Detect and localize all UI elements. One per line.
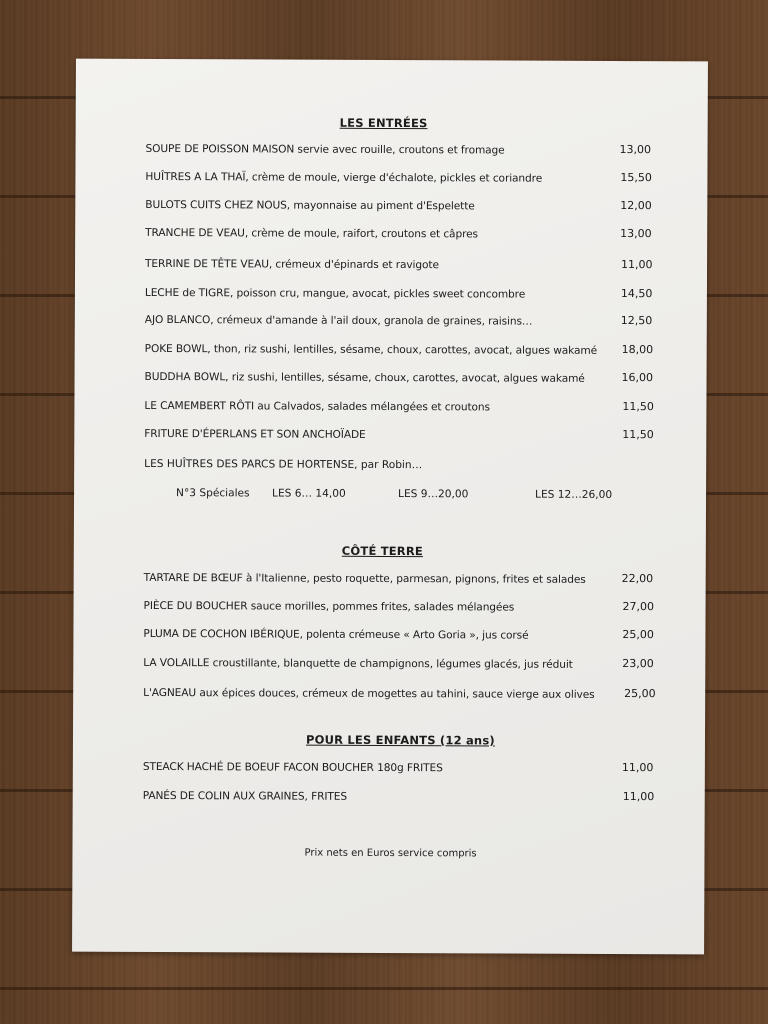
menu-item — [143, 687, 594, 701]
menu-item-name: BULOTS CUITS CHEZ NOUS, — [145, 198, 291, 212]
oysters-twelve-price: LES 12…26,00 — [535, 488, 613, 501]
menu-item-description: à l'Italienne, pesto roquette, parmesan, pignons, frites et salades — [242, 572, 586, 586]
menu-item-name: AJO BLANCO, — [144, 313, 214, 327]
section-title-enfants: POUR LES ENFANTS (12 ans) — [305, 732, 495, 748]
menu-item-description: servie avec rouille, croutons et fromage — [294, 143, 505, 157]
menu-item-description: thon, riz sushi, lentilles, sésame, choux, carottes, avocat, algues wakamé — [210, 343, 598, 357]
menu-item — [143, 628, 528, 642]
menu-item — [145, 199, 474, 212]
menu-item-name: POKE BOWL, — [144, 342, 211, 356]
menu-item-description: sauce morilles, pommes frites, salades mélangées — [247, 600, 515, 614]
menu-item — [145, 314, 533, 328]
menu-item-description: aux épices douces, crémeux de mogettes au tahini, sauce vierge aux olives — [196, 687, 595, 701]
menu-item-name: LA VOLAILLE — [143, 656, 210, 670]
menu-item-description: crémeux d'amande à l'ail doux, granola de graines, raisins… — [213, 314, 533, 328]
menu-item-name: TARTARE DE BŒUF — [143, 571, 243, 585]
menu-item-name: TERRINE DE TÊTE VEAU, — [145, 257, 273, 271]
menu-item — [144, 572, 586, 586]
menu-item-price: 15,50 — [620, 171, 652, 185]
menu-item — [145, 171, 542, 185]
menu-item-price: 27,00 — [622, 600, 655, 614]
menu-item-price: 13,00 — [619, 142, 652, 157]
menu-item-price: 14,50 — [620, 287, 653, 301]
menu-item-name: SOUPE DE POISSON MAISON — [145, 142, 295, 156]
menu-item-name: LECHE de TIGRE, — [144, 286, 234, 300]
menu-item-description: polenta crémeuse « Arto Goria », jus corsé — [302, 628, 529, 642]
menu-item-name: BUDDHA BOWL, — [144, 370, 229, 384]
price-footnote: Prix nets en Euros service compris — [304, 847, 477, 860]
menu-item-price: 11,00 — [621, 258, 653, 272]
menu-item-description: crème de moule, raifort, croutons et câpres — [248, 227, 478, 241]
menu-item-name: PANÉS DE COLIN AUX GRAINES, FRITES — [142, 789, 347, 803]
menu-item-name: LE CAMEMBERT RÔTI — [144, 399, 255, 413]
menu-item-description: crémeux d'épinards et ravigote — [272, 258, 439, 272]
menu-item-name: PIÈCE DU BOUCHER — [143, 599, 248, 613]
menu-item-description: au Calvados, salades mélangées et croutons — [253, 400, 490, 414]
menu-item — [145, 287, 525, 301]
menu-item-price: 12,50 — [620, 314, 653, 328]
menu-item-price: 23,00 — [622, 657, 654, 671]
menu-item-price: 22,00 — [621, 572, 654, 586]
menu-item-price: 11,00 — [621, 761, 654, 775]
menu-item — [145, 227, 478, 240]
oysters-heading: LES HUÎTRES DES PARCS DE HORTENSE, par Robin… — [144, 457, 423, 472]
menu-item-price: 12,00 — [620, 199, 652, 213]
menu-item — [145, 258, 439, 271]
menu-item-price: 16,00 — [621, 371, 654, 385]
oysters-variety: N°3 Spéciales — [176, 487, 250, 500]
menu-item-price: 11,50 — [622, 428, 654, 442]
menu-item-price: 11,00 — [622, 790, 655, 804]
menu-item-description: poisson cru, mangue, avocat, pickles sweet concombre — [233, 287, 526, 301]
menu-item — [144, 400, 490, 414]
menu-item-description: crème de moule, vierge d'échalote, pickles et coriandre — [248, 171, 543, 185]
menu-sheet — [72, 59, 708, 955]
menu-item-description: riz sushi, lentilles, sésame, choux, carottes, avocat, algues wakamé — [228, 371, 585, 385]
menu-item — [145, 343, 597, 357]
section-title-terre: CÔTÉ TERRE — [341, 543, 424, 559]
menu-item — [144, 428, 365, 441]
menu-item — [143, 790, 347, 803]
menu-item-price: 13,00 — [620, 227, 652, 241]
menu-item-price: 25,00 — [624, 687, 656, 701]
menu-item-name: STEACK HACHÉ DE BOEUF FACON BOUCHER 180g FRITES — [142, 760, 443, 775]
menu-item-name: L'AGNEAU — [143, 686, 197, 700]
menu-item-description: mayonnaise au piment d'Espelette — [290, 199, 475, 213]
menu-item-price: 18,00 — [621, 343, 654, 357]
menu-item — [143, 761, 443, 774]
menu-item-description: croustillante, blanquette de champignons, légumes glacés, jus réduit — [209, 657, 573, 671]
menu-item — [143, 657, 573, 671]
menu-item-name: FRITURE D'ÉPERLANS ET SON ANCHOÏADE — [144, 427, 366, 441]
menu-item-name: HUÎTRES A LA THAÏ, — [145, 170, 249, 184]
menu-item-price: 11,50 — [622, 400, 654, 414]
menu-item — [146, 143, 505, 157]
menu-item — [144, 600, 515, 614]
menu-item-price: 25,00 — [622, 628, 654, 642]
oysters-nine-price: LES 9…20,00 — [398, 488, 469, 501]
menu-item-name: PLUMA DE COCHON IBÉRIQUE, — [143, 627, 303, 641]
oysters-six-price: LES 6… 14,00 — [272, 487, 346, 500]
section-title-entrees: LES ENTRÉES — [339, 115, 428, 131]
menu-item-name: TRANCHE DE VEAU, — [145, 226, 249, 240]
menu-item — [145, 371, 585, 385]
